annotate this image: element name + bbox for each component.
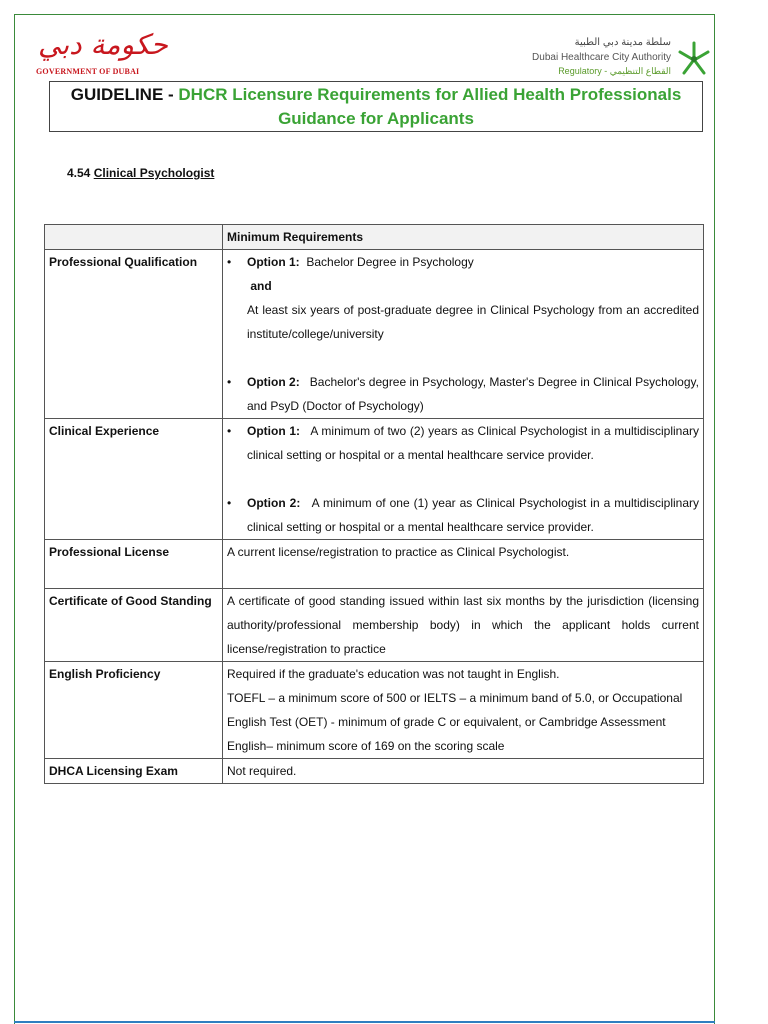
row-value-professional-qualification xyxy=(223,250,704,419)
list-item xyxy=(227,370,699,418)
table-header-row xyxy=(45,225,704,250)
option-label: Option 2: xyxy=(247,496,301,510)
list-item xyxy=(227,419,699,467)
row-value-certificate-good-standing: A certificate of good standing issued within last six months by the jurisdiction (licensing authority/professional membership body) in which the applicant holds current license/registration to practice xyxy=(223,589,704,662)
row-label-english-proficiency: English Proficiency xyxy=(45,662,223,759)
english-requirement-line1: Required if the graduate's education was not taught in English. xyxy=(227,667,560,681)
bullet-icon: • xyxy=(227,496,232,510)
english-requirement-line2: TOEFL – a minimum score of 500 or IELTS – a minimum band of 5.0, or Occupational English Test (OET) - minimum of grade C or equivalent, or Cambridge Assessment English– minimum score of 169 on the scoring scale xyxy=(227,691,683,753)
page-bottom-rule xyxy=(14,1021,715,1023)
row-label-clinical-experience: Clinical Experience xyxy=(45,419,223,540)
dhcr-regulatory-label: Regulatory - القطاع التنظيمي xyxy=(558,66,671,76)
dhcr-name-english: Dubai Healthcare City Authority xyxy=(532,52,671,63)
section-heading xyxy=(67,166,214,180)
guideline-title-box xyxy=(49,81,703,132)
row-value-dhca-licensing-exam: Not required. xyxy=(223,759,704,784)
title-line1: DHCR Licensure Requirements for Allied Health Professionals xyxy=(178,85,682,104)
and-connector: and xyxy=(250,279,272,293)
dhcr-name-arabic: سلطة مدينة دبي الطبية xyxy=(574,37,671,48)
list-item xyxy=(227,250,699,346)
list-item xyxy=(227,491,699,539)
bullet-icon: • xyxy=(227,375,232,389)
table-row xyxy=(45,419,704,540)
option-text: A minimum of one (1) year as Clinical Psychologist in a multidisciplinary clinical setting or hospital or a mental healthcare service provider. xyxy=(247,496,699,534)
option-text: A minimum of two (2) years as Clinical Psychologist in a multidisciplinary clinical setting or hospital or a mental healthcare service provider. xyxy=(247,424,700,462)
option-label: Option 1: xyxy=(247,255,300,269)
row-label-certificate-good-standing: Certificate of Good Standing xyxy=(45,589,223,662)
row-label-professional-qualification: Professional Qualification xyxy=(45,250,223,419)
table-header-minimum-requirements: Minimum Requirements xyxy=(223,225,704,250)
table-row xyxy=(45,250,704,419)
table-row xyxy=(45,540,704,589)
title-line2: Guidance for Applicants xyxy=(278,109,474,128)
dhcr-star-logo-icon xyxy=(676,40,712,78)
bullet-icon: • xyxy=(227,255,232,269)
gov-dubai-logo-english: GOVERNMENT OF DUBAI xyxy=(36,67,140,76)
requirements-table xyxy=(44,224,704,784)
row-value-english-proficiency xyxy=(223,662,704,759)
bullet-icon: • xyxy=(227,424,232,438)
table-row xyxy=(45,759,704,784)
row-value-professional-license: A current license/registration to practice as Clinical Psychologist. xyxy=(223,540,704,589)
option-more-text: At least six years of post-graduate degree in Clinical Psychology from an accredited institute/college/university xyxy=(247,303,699,341)
option-label: Option 1: xyxy=(247,424,301,438)
row-label-professional-license: Professional License xyxy=(45,540,223,589)
row-value-clinical-experience xyxy=(223,419,704,540)
title-lead: GUIDELINE - xyxy=(70,85,179,104)
table-row xyxy=(45,589,704,662)
table-header-blank xyxy=(45,225,223,250)
option-text: Bachelor's degree in Psychology, Master's Degree in Clinical Psychology, and PsyD (Doctor of Psychology) xyxy=(247,375,699,413)
section-number: 4.54 xyxy=(67,166,94,180)
table-row xyxy=(45,662,704,759)
gov-dubai-logo-arabic: حكومة دبي xyxy=(38,28,168,61)
row-label-dhca-licensing-exam: DHCA Licensing Exam xyxy=(45,759,223,784)
option-label: Option 2: xyxy=(247,375,300,389)
section-name: Clinical Psychologist xyxy=(93,166,215,180)
option-text: Bachelor Degree in Psychology xyxy=(306,255,474,269)
